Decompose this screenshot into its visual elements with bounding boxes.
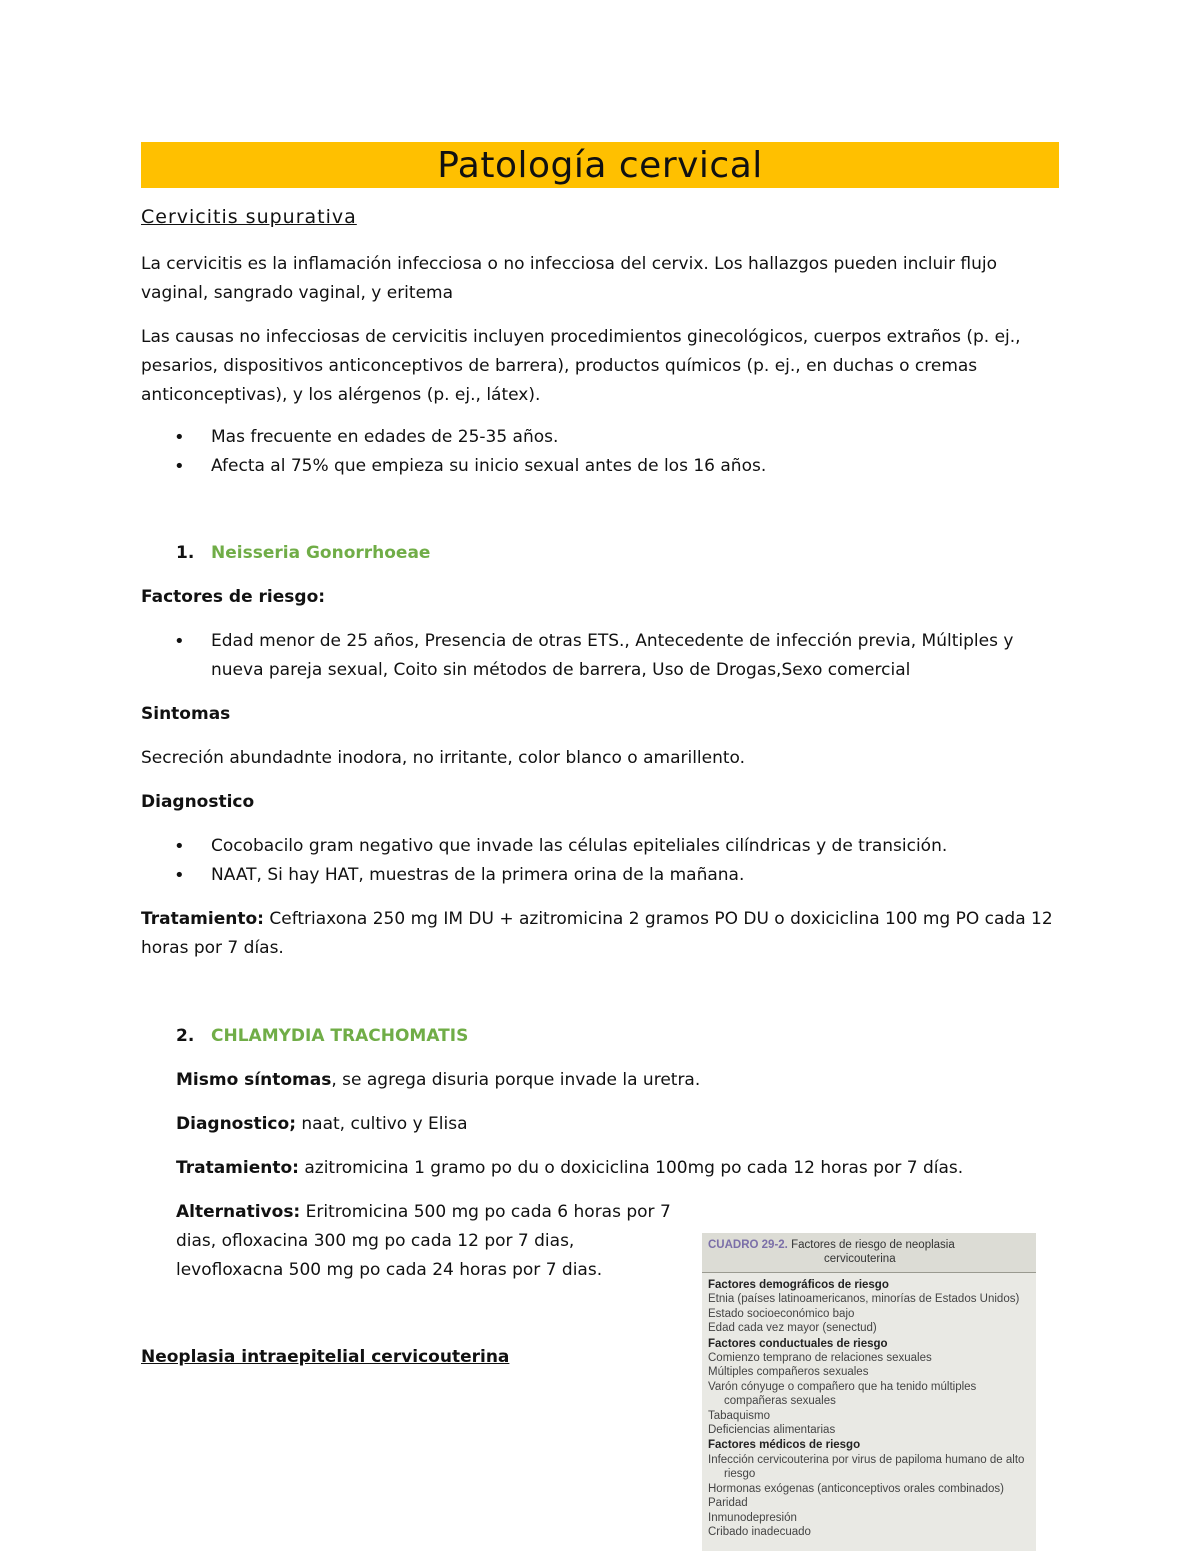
table-item: Comienzo temprano de relaciones sexuales <box>708 1352 932 1365</box>
text-line: Eritromicina 500 mg po cada 6 horas por 7 <box>300 1202 671 1222</box>
section-heading-neoplasia: Neoplasia intraepitelial cervicouterina <box>141 1347 510 1367</box>
table-item: Paridad <box>708 1497 748 1510</box>
item-heading-chlamydia <box>176 1022 468 1051</box>
table-item: Varón cónyuge o compañero que ha tenido múltiples <box>708 1380 977 1393</box>
table-title-line2: cervicouterina <box>824 1253 896 1266</box>
text-line: dias, ofloxacina 300 mg po cada 12 por 7 dias, <box>176 1231 575 1251</box>
table-item: Hormonas exógenas (anticonceptivos orales combinados) <box>708 1482 1004 1495</box>
table-title: Factores de riesgo de neoplasia <box>787 1239 955 1251</box>
text-line: nueva pareja sexual, Coito sin métodos de barrera, Uso de Drogas,Sexo comercial <box>211 660 911 680</box>
text-line: Las causas no infecciosas de cervicitis incluyen procedimientos ginecológicos, cuerpos extraños (p. ej., <box>141 327 1021 347</box>
table-caption <box>702 1233 1036 1273</box>
alternatives-label: Alternativos: <box>176 1202 301 1222</box>
table-section-heading: Factores médicos de riesgo <box>708 1439 861 1452</box>
list-item: • Afecta al 75% que empieza su inicio sexual antes de los 16 años. <box>141 452 1081 481</box>
title-banner <box>141 142 1059 188</box>
treatment-label: Tratamiento: <box>176 1158 299 1178</box>
text-line: horas por 7 días. <box>141 938 284 958</box>
list-item: • Mas frecuente en edades de 25-35 años. <box>141 423 1081 452</box>
table-section-heading: Factores conductuales de riesgo <box>708 1337 888 1350</box>
treatment-label: Tratamiento: <box>141 909 264 929</box>
table-label: CUADRO 29-2. <box>708 1239 788 1251</box>
page-title: Patología cervical <box>437 144 763 186</box>
diagnosis-label: Diagnostico; <box>176 1114 296 1134</box>
item-number: 1. <box>176 543 195 563</box>
table-item: Estado socioeconómico bajo <box>708 1307 855 1320</box>
risk-factors-label: Factores de riesgo: <box>141 587 326 607</box>
table-item: Etnia (países latinoamericanos, minorías de Estados Unidos) <box>708 1293 1020 1306</box>
treatment-text: azitromicina 1 gramo po du o doxiciclina 100mg po cada 12 horas por 7 días. <box>298 1158 964 1178</box>
item-number: 2. <box>176 1026 195 1046</box>
text-line: levofloxacna 500 mg po cada 24 horas por 7 dias. <box>176 1260 603 1280</box>
table-item: Edad cada vez mayor (senectud) <box>708 1322 877 1335</box>
symptoms-text: , se agrega disuria porque invade la uretra. <box>331 1070 701 1090</box>
symptoms-text: Secreción abundadnte inodora, no irritante, color blanco o amarillento. <box>141 748 746 768</box>
table-item: Cribado inadecuado <box>708 1525 811 1538</box>
text-line: anticonceptivas), y los alérgenos (p. ej., látex). <box>141 385 541 405</box>
bullet-list-diagnosis <box>141 832 1081 890</box>
table-item: Múltiples compañeros sexuales <box>708 1366 869 1379</box>
symptoms-label: Mismo síntomas <box>176 1070 332 1090</box>
list-item: • Cocobacilo gram negativo que invade las células epiteliales cilíndricas y de transición. <box>141 832 1081 861</box>
list-item: • NAAT, Si hay HAT, muestras de la primera orina de la mañana. <box>141 861 1081 890</box>
table-item: Inmunodepresión <box>708 1511 797 1524</box>
bullet-list-risk-factors <box>141 627 1081 685</box>
table-item: compañeras sexuales <box>724 1395 836 1408</box>
text-line: Edad menor de 25 años, Presencia de otras ETS., Antecedente de infección previa, Múltiples y <box>211 631 1014 651</box>
diagnosis-text: naat, cultivo y Elisa <box>296 1114 468 1134</box>
text-line: vaginal, sangrado vaginal, y eritema <box>141 283 454 303</box>
table-item: Tabaquismo <box>708 1409 771 1422</box>
chlamydia-diagnosis <box>176 1110 468 1139</box>
table-item: Deficiencias alimentarias <box>708 1424 836 1437</box>
table-section-heading: Factores demográficos de riesgo <box>708 1279 889 1291</box>
treatment-text: Ceftriaxona 250 mg IM DU + azitromicina 2 gramos PO DU o doxiciclina 100 mg PO cada 12 <box>263 909 1053 929</box>
table-item: riesgo <box>724 1468 756 1481</box>
paragraph-definition <box>141 250 997 308</box>
bullet-list-epidemiology <box>141 423 1081 481</box>
item-name: CHLAMYDIA TRACHOMATIS <box>211 1026 469 1046</box>
table-body <box>702 1273 1036 1539</box>
list-item <box>141 627 1081 685</box>
risk-factors-table-image <box>702 1233 1036 1551</box>
item-name: Neisseria Gonorrhoeae <box>211 543 431 563</box>
item-heading-gonorrhoeae <box>176 539 430 568</box>
symptoms-label: Sintomas <box>141 704 231 724</box>
chlamydia-alternatives <box>176 1198 671 1285</box>
diagnosis-label: Diagnostico <box>141 792 255 812</box>
text-line: pesarios, dispositivos anticonceptivos de barrera), productos químicos (p. ej., en duchas o cremas <box>141 356 978 376</box>
section-heading-cervicitis: Cervicitis supurativa <box>141 206 357 228</box>
table-item: Infección cervicouterina por virus de papiloma humano de alto <box>708 1453 1025 1466</box>
treatment-paragraph <box>141 905 1053 963</box>
paragraph-causes <box>141 323 1021 410</box>
text-line: La cervicitis es la inflamación infecciosa o no infecciosa del cervix. Los hallazgos pueden incluir flujo <box>141 254 997 274</box>
chlamydia-symptoms <box>176 1066 700 1095</box>
chlamydia-treatment <box>176 1154 963 1183</box>
